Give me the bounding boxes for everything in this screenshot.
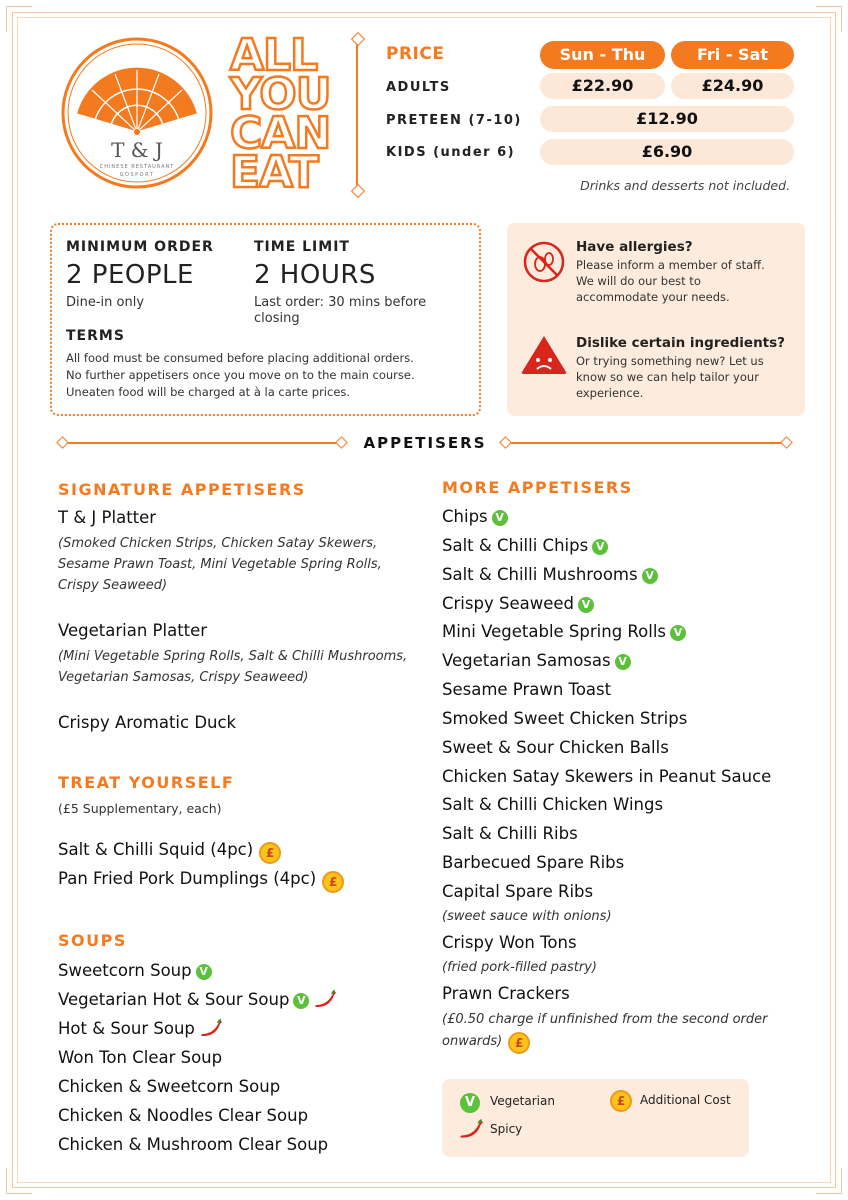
vegetarian-icon: V xyxy=(492,510,508,526)
additional-cost-icon: £ xyxy=(322,871,344,893)
dislike-line: experience. xyxy=(576,386,644,400)
additional-cost-icon: £ xyxy=(610,1090,632,1112)
item-description xyxy=(442,1031,530,1054)
dislike-line: Or trying something new? Let us xyxy=(576,354,764,368)
allergy-line: We will do our best to xyxy=(576,274,701,288)
chili-pepper-icon xyxy=(313,990,337,1008)
time-limit-value: 2 HOURS xyxy=(254,260,376,290)
section-rule-right xyxy=(505,442,787,444)
terms-line: Uneaten food will be charged at à la carte prices. xyxy=(66,385,351,399)
item-description: (sweet sauce with onions) xyxy=(442,909,612,924)
menu-item xyxy=(442,622,686,641)
price-adult-weekday: £22.90 xyxy=(540,73,665,99)
menu-item: Crispy Aromatic Duck xyxy=(58,713,237,732)
menu-item: Vegetarian Platter xyxy=(58,621,208,640)
menu-item: T & J Platter xyxy=(58,508,157,527)
title-word: YOU xyxy=(230,69,331,120)
disgusted-face-icon xyxy=(520,334,568,376)
menu-item xyxy=(442,565,658,584)
menu-item: Chicken Satay Skewers in Peanut Sauce xyxy=(442,767,772,786)
menu-item: Capital Spare Ribs xyxy=(442,882,594,901)
title-word: ALL xyxy=(230,30,318,81)
min-order-label: MINIMUM ORDER xyxy=(66,239,214,255)
chili-pepper-icon xyxy=(199,1019,223,1037)
vegetarian-icon: V xyxy=(670,625,686,641)
section-rule-left xyxy=(62,442,342,444)
section-title: APPETISERS xyxy=(363,434,487,452)
menu-item xyxy=(442,536,608,555)
menu-item xyxy=(58,840,281,864)
corner-ornament xyxy=(6,6,32,32)
min-order-value: 2 PEOPLE xyxy=(66,260,194,290)
chili-pepper-icon xyxy=(458,1119,484,1139)
terms-label: TERMS xyxy=(66,328,125,344)
legend-additional-cost: Additional Cost xyxy=(640,1093,731,1107)
item-name: Mini Vegetable Spring Rolls xyxy=(442,622,666,641)
menu-item: Crispy Won Tons xyxy=(442,933,577,952)
allergy-text xyxy=(576,257,796,305)
logo-subtitle: CHINESE RESTAURANT xyxy=(99,164,175,170)
corner-ornament xyxy=(6,1168,32,1194)
menu-item: Salt & Chilli Ribs xyxy=(442,824,578,843)
additional-cost-icon: £ xyxy=(508,1032,530,1054)
menu-item: Won Ton Clear Soup xyxy=(58,1048,223,1067)
item-description xyxy=(58,646,407,688)
vegetarian-icon: V xyxy=(615,654,631,670)
menu-item: Chicken & Noodles Clear Soup xyxy=(58,1106,309,1125)
category-heading: TREAT YOURSELF xyxy=(58,773,235,792)
item-description: (fried pork-filled pastry) xyxy=(442,960,597,975)
menu-item xyxy=(58,990,337,1009)
terms-text xyxy=(66,350,471,401)
time-limit-label: TIME LIMIT xyxy=(254,239,350,255)
menu-item: Prawn Crackers xyxy=(442,984,570,1003)
dislike-title: Dislike certain ingredients? xyxy=(576,335,786,351)
desc-line: (Mini Vegetable Spring Rolls, Salt & Chilli Mushrooms, xyxy=(58,649,408,664)
item-name: Salt & Chilli Chips xyxy=(442,536,589,555)
item-name: Pan Fried Pork Dumplings (4pc) xyxy=(58,869,317,888)
category-heading: MORE APPETISERS xyxy=(442,478,633,497)
desc-line: (Smoked Chicken Strips, Chicken Satay Skewers, xyxy=(58,536,378,551)
logo-location: GOSPORT xyxy=(119,172,155,178)
logo-brand-name: T & J xyxy=(111,138,163,162)
item-description: (£0.50 charge if unfinished from the second order xyxy=(442,1012,768,1027)
item-description xyxy=(58,533,382,596)
corner-ornament xyxy=(816,1168,842,1194)
item-name: Hot & Sour Soup xyxy=(58,1019,195,1038)
price-col-weekend: Fri - Sat xyxy=(671,41,794,69)
category-heading: SOUPS xyxy=(58,931,127,950)
price-note: Drinks and desserts not included. xyxy=(580,178,790,193)
all-you-can-eat-title xyxy=(230,30,340,198)
menu-item xyxy=(58,1019,223,1038)
menu-item xyxy=(58,961,212,980)
price-adult-weekend: £24.90 xyxy=(671,73,794,99)
allergy-title: Have allergies? xyxy=(576,239,693,255)
item-name: Chips xyxy=(442,507,488,526)
dislike-text xyxy=(576,353,796,401)
menu-item xyxy=(442,651,631,670)
vegetarian-icon: V xyxy=(460,1093,480,1113)
vegetarian-icon: V xyxy=(592,539,608,555)
terms-line: No further appetisers once you move on to the main course. xyxy=(66,368,415,382)
menu-item: Chicken & Sweetcorn Soup xyxy=(58,1077,281,1096)
time-limit-note: closing xyxy=(254,311,300,326)
item-name: Crispy Seaweed xyxy=(442,594,574,613)
menu-item: Sweet & Sour Chicken Balls xyxy=(442,738,669,757)
additional-cost-icon: £ xyxy=(259,842,281,864)
dislike-line: know so we can help tailor your xyxy=(576,370,759,384)
legend-vegetarian: Vegetarian xyxy=(490,1094,555,1108)
desc-line: Sesame Prawn Toast, Mini Vegetable Spring Rolls, xyxy=(58,557,382,572)
title-word: CAN xyxy=(230,108,331,159)
menu-item: Smoked Sweet Chicken Strips xyxy=(442,709,688,728)
menu-item: Chicken & Mushroom Clear Soup xyxy=(58,1135,329,1154)
legend-box xyxy=(442,1079,749,1157)
item-name: Salt & Chilli Squid (4pc) xyxy=(58,840,254,859)
price-kids: £6.90 xyxy=(540,139,794,165)
category-heading: SIGNATURE APPETISERS xyxy=(58,480,306,499)
vegetarian-icon: V xyxy=(293,993,309,1009)
menu-item: Salt & Chilli Chicken Wings xyxy=(442,795,664,814)
item-name: Sweetcorn Soup xyxy=(58,961,192,980)
price-col-weekday: Sun - Thu xyxy=(540,41,665,69)
menu-item: Barbecued Spare Ribs xyxy=(442,853,625,872)
price-row-label: PRETEEN (7-10) xyxy=(386,113,522,128)
legend-spicy: Spicy xyxy=(490,1122,523,1136)
item-name: Vegetarian Samosas xyxy=(442,651,611,670)
divider-vertical xyxy=(356,40,358,190)
price-preteen: £12.90 xyxy=(540,106,794,132)
corner-ornament xyxy=(816,6,842,32)
vegetarian-icon: V xyxy=(642,568,658,584)
item-name: Vegetarian Hot & Sour Soup xyxy=(58,990,290,1009)
vegetarian-icon: V xyxy=(196,964,212,980)
desc-line: onwards) xyxy=(442,1034,503,1049)
menu-item: Sesame Prawn Toast xyxy=(442,680,612,699)
price-heading: PRICE xyxy=(386,44,445,64)
time-limit-note: Last order: 30 mins before xyxy=(254,295,427,310)
allergy-line: Please inform a member of staff. xyxy=(576,258,765,272)
restaurant-logo xyxy=(58,34,216,192)
menu-item xyxy=(442,594,594,613)
price-row-label: ADULTS xyxy=(386,80,451,95)
price-row-label: KIDS (under 6) xyxy=(386,145,516,160)
category-note: (£5 Supplementary, each) xyxy=(58,801,222,816)
no-allergen-icon xyxy=(522,240,566,284)
item-name: Salt & Chilli Mushrooms xyxy=(442,565,638,584)
allergy-line: accommodate your needs. xyxy=(576,290,730,304)
vegetarian-icon: V xyxy=(578,597,594,613)
desc-line: Vegetarian Samosas, Crispy Seaweed) xyxy=(58,670,309,685)
menu-item xyxy=(442,507,508,526)
terms-line: All food must be consumed before placing additional orders. xyxy=(66,351,414,365)
min-order-note: Dine-in only xyxy=(66,295,145,310)
menu-item xyxy=(58,869,344,893)
desc-line: Crispy Seaweed) xyxy=(58,578,168,593)
title-word: EAT xyxy=(230,147,318,198)
